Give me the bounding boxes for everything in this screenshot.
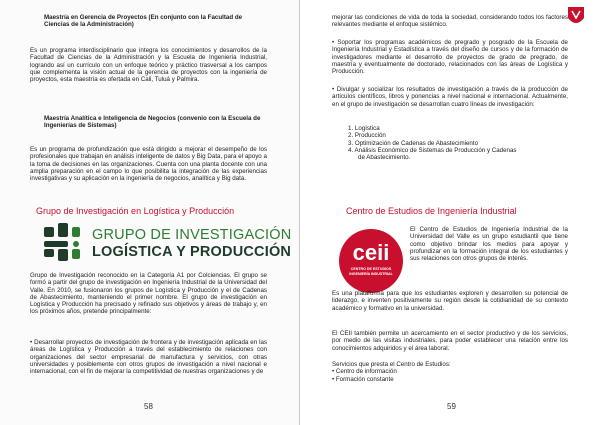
grupo-bullet-1: • Desarrollar proyectos de investigación de frontera y de investigación aplicada en las áreas de Logística y Producción a través del establecimiento de relaciones con organizaciones del sector empresarial de manufactura y servicios, con otras universidades y posiblemente con otros grupos de investigación a nivel nacional e internacional, con el fin de mejorar la competitividad de nuestras organizaciones y de bbox=[30, 339, 267, 376]
list-item: 1. Logística bbox=[348, 125, 380, 132]
servicios-title: Servicios que presta el Centro de Estudios: bbox=[332, 361, 451, 368]
list-item: 4. Análisis Económico de Sistemas de Producción y Cadenas bbox=[348, 146, 517, 154]
page-number-left: 58 bbox=[144, 402, 153, 411]
list-item: • Formación constante bbox=[332, 375, 394, 383]
grupo-logo bbox=[38, 221, 292, 265]
grupo-logo-line1: GRUPO DE INVESTIGACIÓN bbox=[92, 227, 292, 243]
servicios-list bbox=[332, 368, 568, 383]
maestria-gerencia-block bbox=[36, 14, 266, 29]
maestria-gerencia-body: Es un programa interdisciplinario que integra los conocimientos y desarrollos de la Facultad de Ciencias de la Administración y la Escuela de Ingeniería Industrial, logrando así un currículo con un enfoque teórico y práctico trasversal a los campos que complementa la visión actual de la gerencia de proyectos con la ingeniería de proyectos, esta maestría es ofertada en Cali, Tuluá y Palmira. bbox=[30, 47, 267, 84]
university-shield-icon bbox=[566, 6, 586, 28]
grupo-body: Grupo de Investigación reconocido en la Categoría A1 por Colciencias. El grupo se formó a partir del grupo de investigación en Ingeniería Industrial de la Universidad del Valle. En 2010, se fusionaron los grupos de Logística y Producción y el de Cadenas de Abastecimiento, manteniendo el primer nombre. El grupo de investigación en Logística y Producción ha precisado y refinado sus objetivos y áreas de trabajo y, en los próximos años, pretende principalmente: bbox=[30, 272, 267, 316]
ceii-acronym: ceii bbox=[352, 240, 390, 265]
ceii-sub2: INGENIERÍA INDUSTRIAL bbox=[349, 272, 393, 276]
maestria-gerencia-title: Maestría en Gerencia de Proyectos (En conjunto con la Facultad de Ciencias de la Administración) bbox=[44, 14, 243, 29]
maestria-analitica-block bbox=[36, 115, 266, 130]
list-item: de Abastecimiento. bbox=[358, 154, 411, 162]
grupo-bullet-1-cont: mejorar las condiciones de vida de toda la sociedad, considerando todos los factores relevantes mediante el enfoque sistémico. bbox=[332, 14, 568, 29]
list-item: 3. Optimización de Cadenas de Abastecimiento bbox=[348, 139, 479, 147]
maestria-analitica-body: Es un programa de profundización que está dirigido a mejorar el desempeño de los profesionales que trabajan en análisis inteligente de datos y Big Data, para el apoyo a la toma de decisiones en las organizaciones. Cuenta con una planta docente con una amplia preparación en el campo lo que posibilita la integración de las experiencias investigativas y su aplicación en la ingeniería de negocios, analítica y Big data. bbox=[30, 146, 267, 183]
page-number-right: 59 bbox=[447, 402, 456, 411]
centro-paragraph-1: El Centro de Estudios de Ingeniería Industrial de la Universidad del Valle es un grupo estudiantil que tiene como objetivo brindar los medios para apoyar y profundizar en la formación integral de los estudiantes y sus relaciones con otros grupos de interés. bbox=[410, 226, 568, 263]
servicios-block bbox=[332, 361, 568, 383]
centro-paragraph-2: Es una plataforma para que los estudiantes exploren y desarrollen su potencial de liderazgo, e inventen positivamente su región desde la cotidianidad de su contexto académico y formativo en la universidad. bbox=[332, 290, 568, 312]
list-item: 2. Producción bbox=[348, 132, 386, 140]
ceii-logo bbox=[338, 228, 404, 294]
grupo-bullet-3: • Divulgar y socializar los resultados de investigación a través de la producción de artículos científicos, libros y ponencias a nivel nacional e internacional. Actualmente, en el grupo de investigación se desarrollan cuatro líneas de investigación: bbox=[332, 86, 568, 108]
grupo-section-title: Grupo de Investigación en Logística y Producción bbox=[36, 206, 235, 216]
centro-section-title: Centro de Estudios de Ingeniería Industrial bbox=[346, 206, 517, 216]
centro-paragraph-3: El CEII también permite un acercamiento en el sector productivo y de los servicios, por medio de las visitas industriales, para poder establecer una relación entre los conocimientos adquiridos y el área laboral. bbox=[332, 330, 568, 352]
grupo-logo-line2: LOGÍSTICA Y PRODUCCIÓN bbox=[92, 244, 292, 260]
list-item: • Centro de información bbox=[332, 368, 397, 376]
maestria-analitica-title: Maestría Analítica e Inteligencia de Negocios (convenio con la Escuela de Ingenierías de Sistemas) bbox=[44, 115, 261, 130]
ceii-sub1: CENTRO DE ESTUDIOS bbox=[350, 267, 392, 271]
grupo-bullet-2: • Soportar los programas académicos de pregrado y posgrado de la Escuela de Ingeniería Industrial y Estadística a través del diseño de cursos y de la formación de investigadores mediante el desarrollo de proyectos de grado de pregrado, de maestría y eventualmente de doctorado, relacionados con las áreas de Logística y Producción. bbox=[332, 39, 568, 76]
research-lines-list bbox=[348, 125, 568, 161]
